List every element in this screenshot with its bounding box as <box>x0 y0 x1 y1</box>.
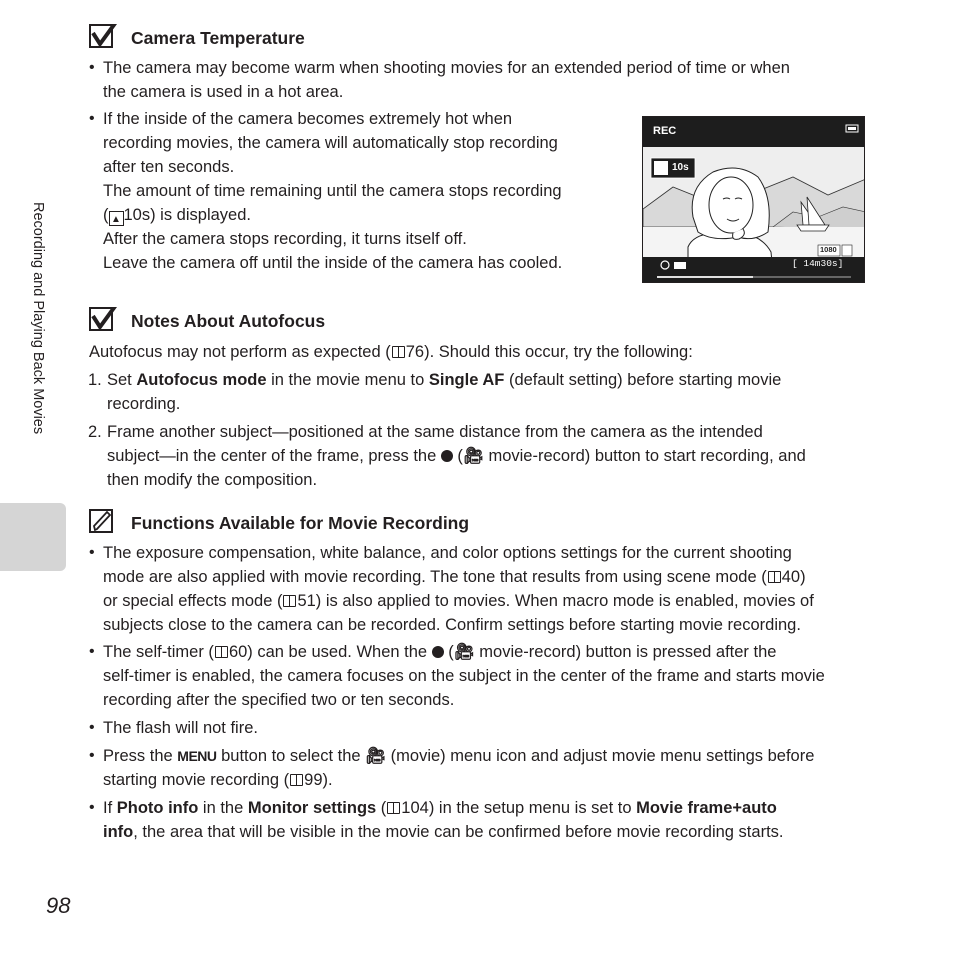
bullet: • <box>89 747 95 764</box>
section-heading-autofocus: Notes About Autofocus <box>131 311 326 331</box>
page-reference-icon <box>387 802 400 814</box>
movie-menu-icon: 🎥︎ <box>365 747 387 765</box>
countdown-indicator: 10s <box>672 162 689 173</box>
remaining-time: [ 14m30s] <box>792 258 844 269</box>
camera-monitor-illustration <box>642 116 865 283</box>
page-reference-icon <box>290 774 303 786</box>
page-reference-icon <box>283 595 296 607</box>
chapter-tab <box>0 503 66 571</box>
temperature-warning-icon: ▲ <box>109 211 124 226</box>
bullet: • <box>89 799 95 816</box>
page-reference-icon <box>392 346 405 358</box>
list-number: 1. <box>88 371 102 389</box>
movie-camera-icon: 🎥︎ <box>462 447 484 465</box>
bullet: • <box>89 110 95 127</box>
resolution-indicator: 1080 <box>820 245 837 254</box>
paragraph: Press the MENU button to select the 🎥︎ (movie) menu icon and adjust movie menu settings before starting movie recording ( 99). <box>103 747 815 789</box>
bullet: • <box>89 643 95 660</box>
list-item: Frame another subject—positioned at the same distance from the camera as the intended subject—in the center of the frame, press the (🎥︎ movie-record) button to start recording, and then modify the composition. <box>107 423 806 489</box>
pencil-note-icon <box>89 509 117 534</box>
bullet: • <box>89 544 95 561</box>
section-heading-functions: Functions Available for Movie Recording <box>131 513 470 533</box>
bullet: • <box>89 719 95 736</box>
record-button-icon <box>432 646 444 658</box>
paragraph: Autofocus may not perform as expected ( 76). Should this occur, try the following: <box>89 343 693 361</box>
checkmark-note-icon <box>89 24 117 49</box>
paragraph: The flash will not fire. <box>103 719 258 737</box>
menu-button-label: MENU <box>177 748 217 764</box>
page-reference-icon <box>215 646 228 658</box>
list-number: 2. <box>88 423 102 441</box>
bullet: • <box>89 59 95 76</box>
checkmark-note-icon <box>89 307 117 332</box>
movie-camera-icon: 🎥︎ <box>453 643 475 661</box>
rec-indicator: REC <box>653 125 677 137</box>
paragraph: The camera may become warm when shooting movies for an extended period of time or when the camera is used in a hot area. <box>103 59 790 101</box>
chapter-side-label: Recording and Playing Back Movies <box>30 202 46 435</box>
paragraph: If Photo info in the Monitor settings ( 104) in the setup menu is set to Movie frame+auto info, the area that will be visible in the movie can be confirmed before movie recording starts. <box>103 799 784 841</box>
section-heading-camera-temperature: Camera Temperature <box>131 28 305 48</box>
record-button-icon <box>441 450 453 462</box>
paragraph: The self-timer ( 60) can be used. When the (🎥︎ movie-record) button is pressed after the self-timer is enabled, the camera focuses on the subject in the center of the frame and starts movie recording after the specified two or ten seconds. <box>103 643 825 709</box>
list-item: Set Autofocus mode in the movie menu to Single AF (default setting) before starting movie recording. <box>107 371 782 413</box>
page-number: 98 <box>46 893 71 918</box>
paragraph: If the inside of the camera becomes extremely hot when recording movies, the camera will automatically stop recording after ten seconds. The amount of time remaining until the camera stops recording ( ▲ 10s) is displayed. After the camera stops recording, it turns itself off. Leave the camera off until the inside of the camera has cooled. <box>103 110 563 272</box>
paragraph: The exposure compensation, white balance, and color options settings for the current shooting mode are also applied with movie recording. The tone that results from using scene mode ( 40) or special effects mode ( 51) is also applied to movies. When macro mode is enabled, movies of subjects close to the camera can be recorded. Confirm settings before starting movie recording. <box>103 544 814 634</box>
page-reference-icon <box>768 571 781 583</box>
